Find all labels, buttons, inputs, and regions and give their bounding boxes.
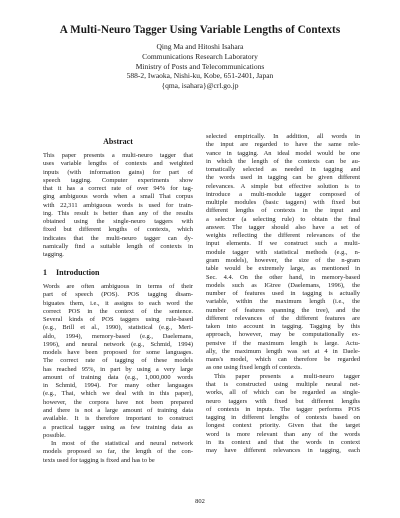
text-line: (e.g., Thai, which we deal with in this paper),: [43, 390, 193, 398]
text-line: tagging.: [43, 251, 64, 259]
text-line: available. It is therefore important to construct: [43, 415, 193, 423]
text-line: has reached 95%, in part by using a very large: [43, 365, 193, 373]
text-line: the words used in tagging can be given different: [206, 174, 360, 182]
text-line: introduce a multi-module tagger composed of: [206, 190, 360, 198]
text-line: neuro taggers with fixed but different lengths: [206, 397, 360, 405]
text-line: of contexts in inputs. The tagger performs POS: [206, 405, 360, 413]
text-line: weights reflecting the different relevances of the: [206, 232, 360, 240]
text-line: in Schmid, 1994). For many other languages: [43, 382, 193, 390]
text-line: taken into account in tagging. Tagging by this: [206, 323, 360, 331]
section-title: Introduction: [56, 268, 100, 277]
text-line: This paper presents a multi-neuro tagger that: [43, 152, 193, 159]
text-line: ally, the maximum length was set at 4 in Daele-: [206, 347, 360, 355]
text-line: speech tagging. Computer experiments show: [43, 176, 193, 184]
introduction-body: [43, 283, 193, 465]
text-line: different relevances of the different features are: [206, 314, 360, 322]
text-line: namically find a suitable length of contexts in: [43, 242, 193, 250]
author-affiliation: Communications Research Laboratory: [142, 51, 258, 61]
text-line: answer. The tagger should also have a set of: [206, 223, 360, 231]
text-line: multiple modules (basic taggers) with fixed but: [206, 199, 360, 207]
text-line: word is more relevant than any of the words: [206, 430, 360, 438]
author-address: 588-2, Iwaoka, Nishi-ku, Kobe, 651-2401, Japan: [126, 71, 274, 81]
right-column-body: [206, 133, 360, 455]
text-line: part of speech (POS). POS tagging disam-: [43, 291, 193, 299]
text-line: models have been proposed for some languages.: [43, 349, 193, 357]
text-line: amount of training data (e.g., 1,000,000 words: [43, 373, 193, 381]
text-line: in which the length of the contexts can be au-: [206, 157, 360, 165]
text-line: module tagger with statistical methods (e.g., n-: [206, 248, 360, 256]
text-line: may have different relevances in tagging, each: [206, 447, 360, 455]
text-line: a practical tagger using as few training data as: [43, 423, 193, 431]
text-line: Several kinds of POS taggers using rule-based: [43, 316, 193, 324]
text-line: the input are regarded to have the same rele-: [206, 141, 360, 149]
author-email: {qma, isahara}@crl.go.jp: [161, 81, 239, 91]
text-line: In most of the statistical and neural network: [51, 440, 193, 448]
text-line: indicates that the multi-neuro tagger can dy-: [43, 234, 193, 242]
text-line: biguates them, i.e., it assigns to each word the: [43, 299, 193, 307]
text-line: inputs (with information gains) for part of: [43, 168, 193, 176]
text-line: works, all of which can be regarded as single-: [206, 389, 360, 397]
text-line: models such as IGtree (Daelemans, 1996), the: [206, 281, 360, 289]
text-line: number of features used in tagging is actually: [206, 290, 360, 298]
text-line: This paper presents a multi-neuro tagger: [214, 372, 360, 380]
text-line: pensive if the maximum length is large. Actu-: [206, 339, 360, 347]
text-line: correct POS in the context of the sentence.: [43, 307, 193, 315]
text-line: relevances. A simple but effective solution is to: [206, 182, 360, 190]
text-line: (e.g., Brill et al., 1990), statistical (e.g., Meri-: [43, 324, 193, 332]
text-line: approach, however, may be computationally ex-: [206, 331, 360, 339]
text-line: as one using fixed length of contexts.: [206, 364, 303, 372]
text-line: however, the corpora have not been prepared: [43, 398, 193, 406]
text-line: variable, within the maximum length (i.e., the: [206, 298, 360, 306]
text-line: longest context priority. Given that the target: [206, 422, 360, 430]
page-number: 802: [195, 498, 205, 505]
text-line: a selector (a selecting rule) to obtain the final: [206, 215, 360, 223]
text-line: possible.: [43, 431, 66, 439]
text-line: Sec. 4.4. On the other hand, in memory-based: [206, 273, 360, 281]
section-heading: [43, 268, 99, 277]
text-line: models proposed so far, the length of the con-: [43, 448, 193, 456]
text-line: different lengths of contexts in the input and: [206, 207, 360, 215]
text-line: selected empirically. In addition, all words in: [206, 133, 360, 140]
text-line: obtained using the single-neuro taggers with: [43, 218, 193, 226]
text-line: The correct rate of tagging of these models: [43, 357, 193, 365]
author-ministry: Ministry of Posts and Telecommunications: [135, 61, 265, 71]
text-line: gram models), however, the size of the n-gram: [206, 256, 360, 264]
text-line: number of features spanning the tree), and the: [206, 306, 360, 314]
abstract-heading: Abstract: [103, 137, 133, 146]
text-line: ing. This result is better than any of the results: [43, 209, 193, 217]
text-line: that is constructed using multiple neural net-: [206, 380, 360, 388]
text-line: input elements. If we construct such a multi-: [206, 240, 360, 248]
author-block: [0, 42, 400, 91]
section-number: 1: [43, 268, 47, 277]
text-line: texts used for tagging is fixed and has to be: [43, 456, 155, 464]
text-line: tomatically selected as needed in tagging and: [206, 166, 360, 174]
text-line: uses variable lengths of contexts and weighted: [43, 160, 193, 168]
text-line: 1996), and neural network (e.g., Schmid, 1994): [43, 340, 193, 348]
text-line: and there is not a large amount of training data: [43, 406, 193, 414]
text-line: fixed but different lengths of contexts, which: [43, 226, 193, 234]
text-line: aldo, 1994), memory-based (e.g., Daelemans,: [43, 332, 193, 340]
abstract-body: [43, 152, 193, 259]
text-line: tagging in different lengths of contexts based on: [206, 414, 360, 422]
text-line: mans's model, which can therefore be regarded: [206, 356, 360, 364]
text-line: with 22,311 ambiguous words is used for train-: [43, 201, 193, 209]
text-line: vance in tagging. An ideal model would be one: [206, 149, 360, 157]
text-line: table would be extremely large, as mentioned in: [206, 265, 360, 273]
author-names: Qing Ma and Hitoshi Isahara: [156, 42, 244, 51]
paper-title: A Multi-Neuro Tagger Using Variable Lengths of Contexts: [59, 24, 341, 36]
text-line: that it has a correct rate of over 94% for tag-: [43, 185, 193, 193]
text-line: Words are often ambiguous in terms of their: [43, 283, 193, 290]
text-line: ging ambiguous words when a small Thai corpus: [43, 193, 193, 201]
text-line: in its context and that the words in context: [206, 438, 360, 446]
